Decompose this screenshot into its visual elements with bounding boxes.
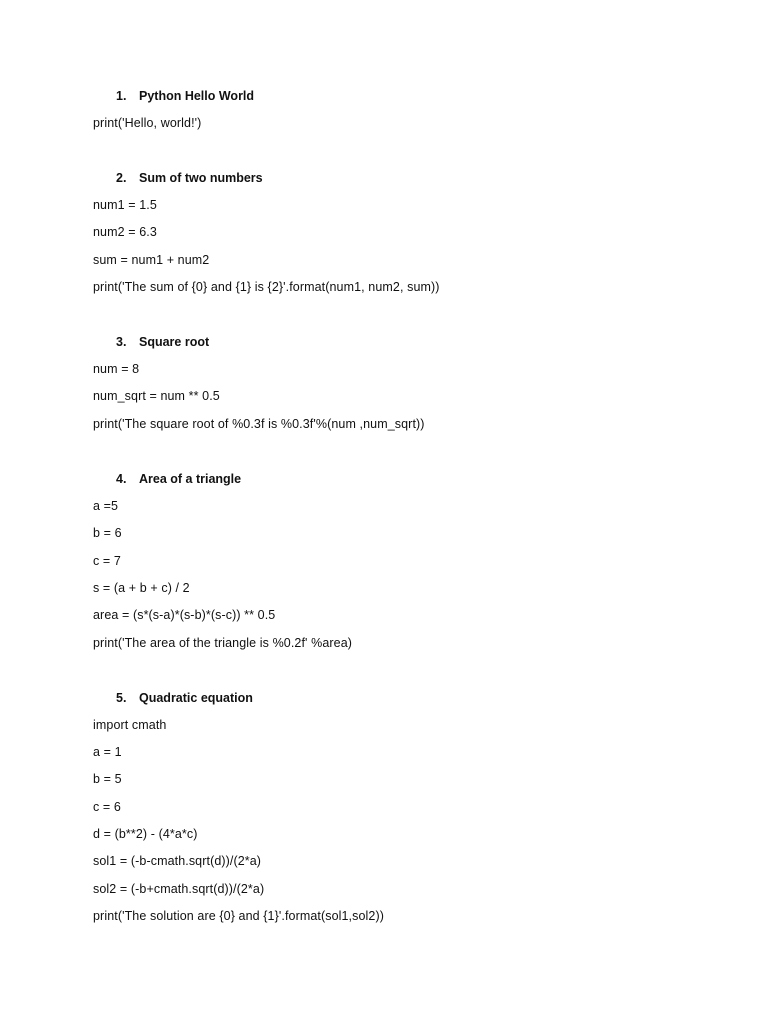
code-line: num1 = 1.5 [93,198,157,212]
code-line: a =5 [93,499,119,513]
section-heading-1 [116,88,254,104]
section-number: 3. [116,335,127,349]
code-line: import cmath [93,718,167,732]
code-line: print('The area of the triangle is %0.2f' %area) [93,636,353,650]
section-number: 2. [116,171,127,185]
section-number: 5. [116,691,127,705]
section-number: 4. [116,472,127,486]
section-title: Square root [139,335,210,349]
section-title: Python Hello World [139,89,255,103]
code-line: print('Hello, world!') [93,116,202,130]
section-heading-3 [116,334,209,350]
code-line: c = 6 [93,800,121,814]
code-line: print('The solution are {0} and {1}'.format(sol1,sol2)) [93,909,384,923]
code-line: c = 7 [93,554,121,568]
code-line: num = 8 [93,362,140,376]
code-line: b = 5 [93,772,122,786]
code-line: num2 = 6.3 [93,225,157,239]
code-line: d = (b**2) - (4*a*c) [93,827,198,841]
code-line: sol2 = (-b+cmath.sqrt(d))/(2*a) [93,882,265,896]
code-line: print('The sum of {0} and {1} is {2}'.format(num1, num2, sum)) [93,280,440,294]
code-line: num_sqrt = num ** 0.5 [93,389,220,403]
code-line: sol1 = (-b-cmath.sqrt(d))/(2*a) [93,854,262,868]
code-line: s = (a + b + c) / 2 [93,581,190,595]
section-heading-4 [116,471,241,487]
section-title: Sum of two numbers [139,171,263,185]
code-line: b = 6 [93,526,122,540]
section-title: Quadratic equation [139,691,253,705]
code-line: print('The square root of %0.3f is %0.3f'%(num ,num_sqrt)) [93,417,425,431]
section-heading-2 [116,170,263,186]
code-line: sum = num1 + num2 [93,253,210,267]
section-number: 1. [116,89,127,103]
section-heading-5 [116,690,253,706]
code-line: a = 1 [93,745,122,759]
section-title: Area of a triangle [139,472,242,486]
code-line: area = (s*(s-a)*(s-b)*(s-c)) ** 0.5 [93,608,276,622]
